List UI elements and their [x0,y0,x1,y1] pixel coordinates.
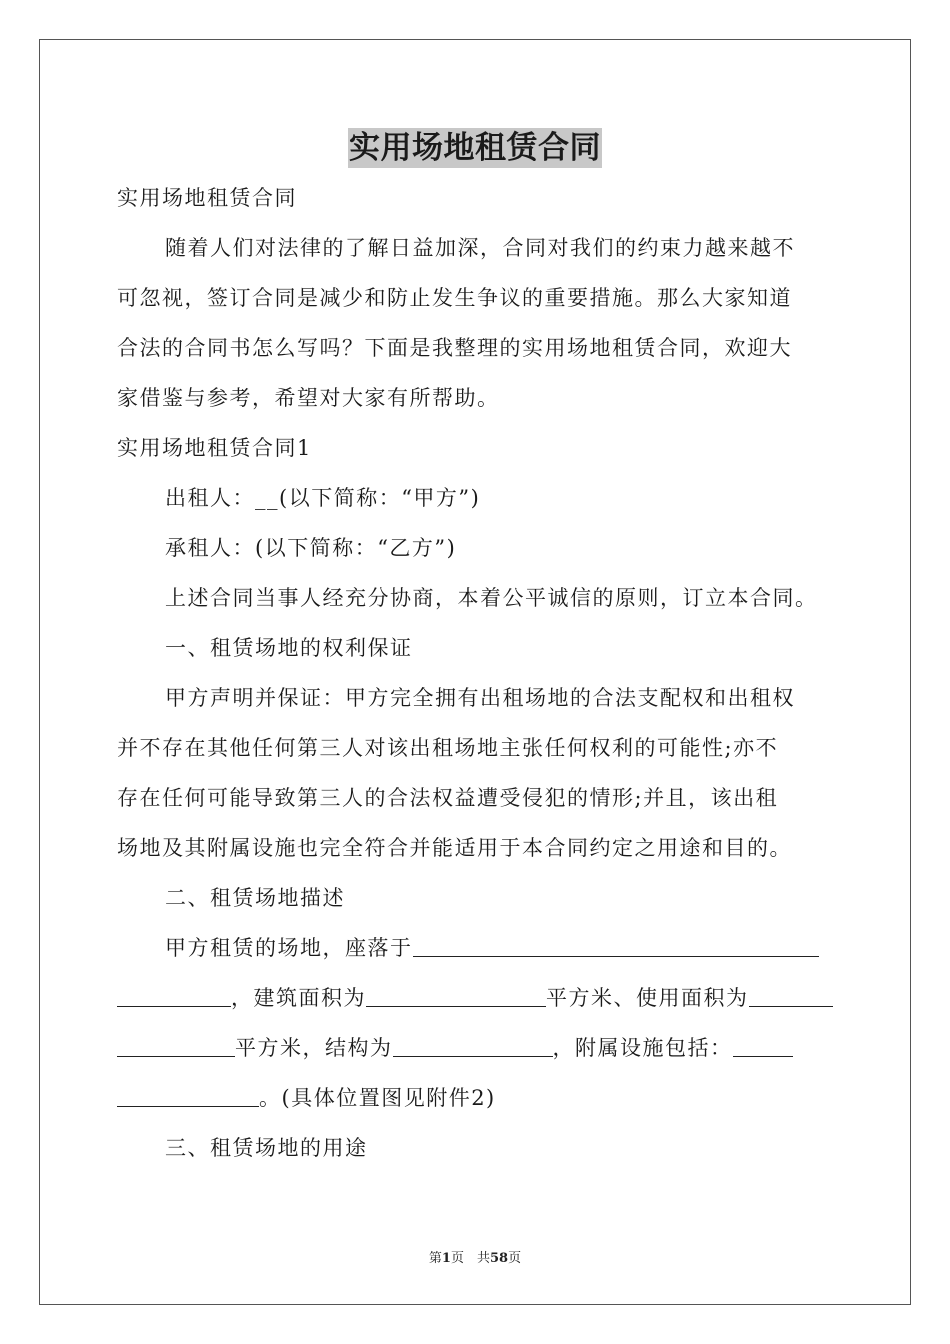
desc-line-4 [117,1083,837,1113]
para1-line-1: 甲方声明并保证：甲方完全拥有出租场地的合法支配权和出租权 [165,686,795,710]
footer-prefix: 第 [428,1251,442,1266]
intro-line-1: 随着人们对法律的了解日益加深，合同对我们的约束力越来越不 [165,236,795,260]
lessor-line: 出租人：__(以下简称：“甲方”) [165,486,481,510]
agreement-line: 上述合同当事人经充分协商，本着公平诚信的原则，订立本合同。 [165,586,818,610]
facilities-blank [733,1034,793,1057]
intro-line-4: 家借鉴与参考，希望对大家有所帮助。 [117,386,500,410]
document-title: 实用场地租赁合同 [349,130,601,166]
heading-1: 一、租赁场地的权利保证 [165,636,413,660]
footer-suffix: 页 [508,1251,522,1266]
para1-line-2: 并不存在其他任何第三人对该出租场地主张任何权利的可能性;亦不 [117,736,779,760]
subtitle: 实用场地租赁合同 [117,186,297,210]
location-blank [413,934,819,957]
para1-line-3: 存在任何可能导致第三人的合法权益遭受侵犯的情形;并且，该出租 [117,786,779,810]
page-border [39,39,911,1305]
intro-line-3: 合法的合同书怎么写吗？下面是我整理的实用场地租赁合同，欢迎大 [117,336,792,360]
facilities-blank-cont [117,1084,259,1107]
desc-appendix-note: 。(具体位置图见附件2) [259,1086,496,1110]
building-area-blank [366,984,546,1007]
desc-usable-area-label: 平方米、使用面积为 [546,986,749,1010]
desc-line-1 [165,933,885,963]
para1-line-4: 场地及其附属设施也完全符合并能适用于本合同约定之用途和目的。 [117,836,792,860]
title-wrap [0,128,950,168]
desc-line-2 [117,983,837,1013]
desc-location-label: 甲方租赁的场地，座落于 [165,936,413,960]
footer-mid: 页 共 [450,1251,490,1266]
heading-3: 三、租赁场地的用途 [165,1136,368,1160]
usable-area-blank-cont [117,1034,235,1057]
lessee-line: 承租人：(以下简称：“乙方”) [165,536,457,560]
page-footer [0,1247,950,1266]
desc-building-area-label: ，建筑面积为 [231,986,366,1010]
desc-structure-label: 平方米，结构为 [235,1036,393,1060]
desc-line-3 [117,1033,837,1063]
desc-facilities-label: ，附属设施包括： [552,1036,733,1060]
usable-area-blank [749,984,833,1007]
section-title: 实用场地租赁合同1 [117,436,312,460]
intro-line-2: 可忽视，签订合同是减少和防止发生争议的重要措施。那么大家知道 [117,286,792,310]
footer-page-number: 1 [441,1251,451,1266]
location-blank-cont [117,984,231,1007]
heading-2: 二、租赁场地描述 [165,886,345,910]
structure-blank [393,1034,553,1057]
footer-page-total: 58 [489,1251,509,1266]
